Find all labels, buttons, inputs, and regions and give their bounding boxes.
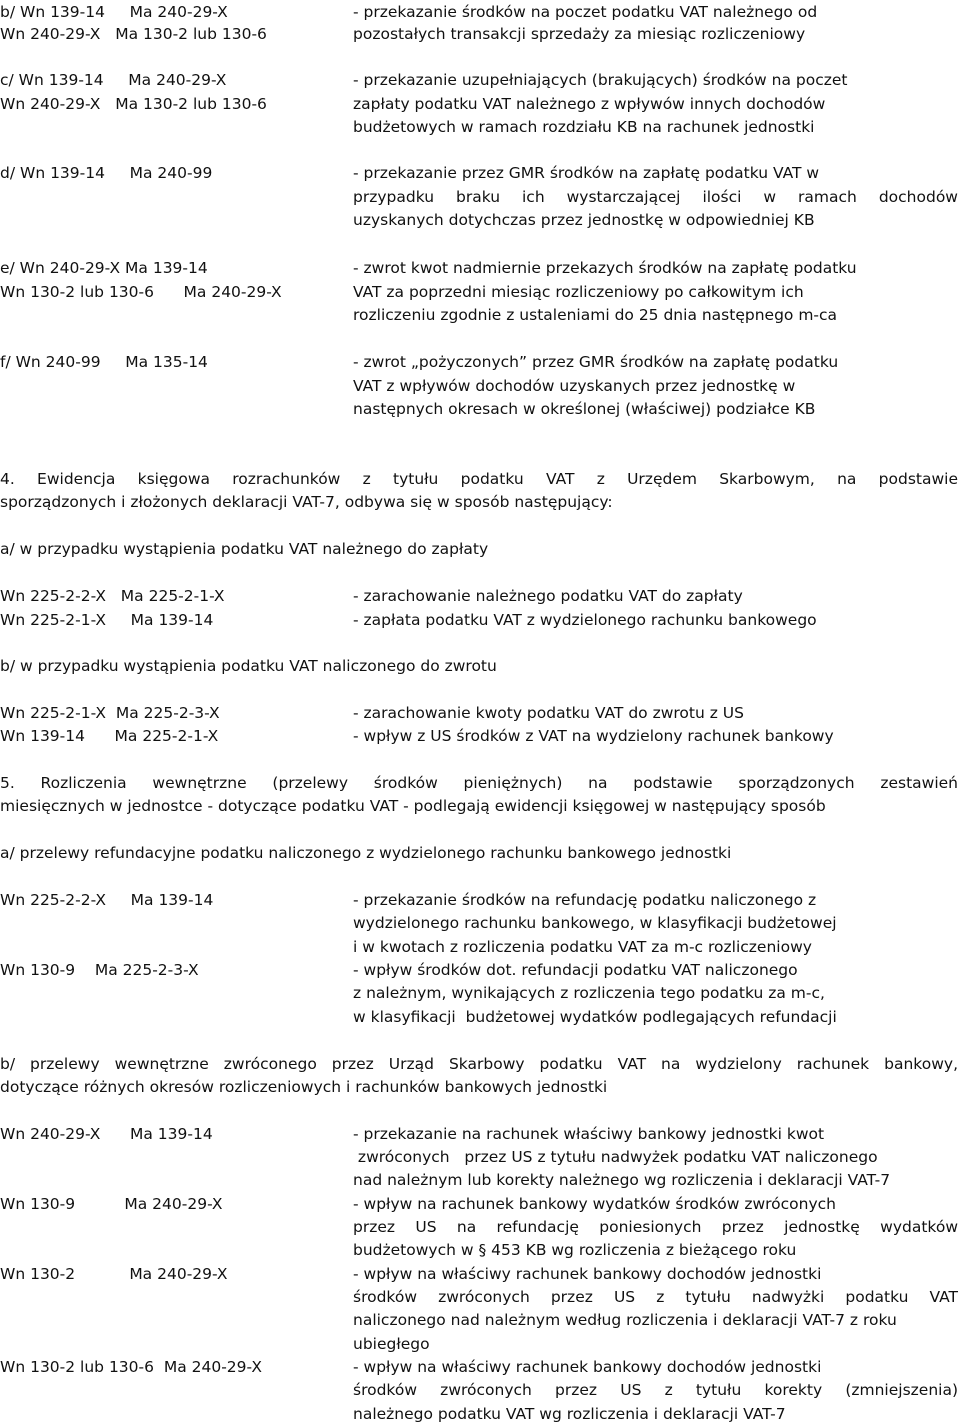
paragraph-4b-accounts-2: Wn 139-14 Ma 225-2-1-X <box>0 727 219 745</box>
paragraph-5b-entry1-desc-2: zwróconych przez US z tytułu nadwyżek podatku VAT naliczonego <box>353 1148 878 1166</box>
paragraph-5b-entry2-desc-1: - wpływ na rachunek bankowy wydatków środków zwróconych <box>353 1195 837 1213</box>
paragraph-4b-accounts-1: Wn 225-2-1-X Ma 225-2-3-X <box>0 704 220 722</box>
entry-e-desc-2: VAT za poprzedni miesiąc rozliczeniowy po całkowitym ich <box>353 283 804 301</box>
entry-f-desc-2: VAT z wpływów dochodów uzyskanych przez jednostkę w <box>353 377 796 395</box>
paragraph-5-line-2: miesięcznych w jednostce - dotyczące podatku VAT - podlegają ewidencji księgowej w następujący sposób <box>0 797 826 815</box>
entry-d-accounts-1: d/ Wn 139-14 Ma 240-99 <box>0 164 213 182</box>
paragraph-4b-heading: b/ w przypadku wystąpienia podatku VAT naliczonego do zwrotu <box>0 657 497 675</box>
paragraph-4b-desc-2: - wpływ z US środków z VAT na wydzielony rachunek bankowy <box>353 727 834 745</box>
paragraph-5a-accounts-1: Wn 225-2-2-X Ma 139-14 <box>0 891 214 909</box>
entry-c-accounts-1: c/ Wn 139-14 Ma 240-29-X <box>0 71 227 89</box>
entry-e-desc-1: - zwrot kwot nadmiernie przekazych środków na zapłatę podatku <box>353 259 857 277</box>
entry-b-desc-2: pozostałych transakcji sprzedaży za miesiąc rozliczeniowy <box>353 25 806 43</box>
entry-c-accounts-2: Wn 240-29-X Ma 130-2 lub 130-6 <box>0 95 267 113</box>
paragraph-5b-entry2-accounts: Wn 130-9 Ma 240-29-X <box>0 1195 223 1213</box>
paragraph-4-line-1: 4. Ewidencja księgowa rozrachunków z tytułu podatku VAT z Urzędem Skarbowym, na podstawie <box>0 470 958 488</box>
paragraph-5a-desc-2: wydzielonego rachunku bankowego, w klasyfikacji budżetowej <box>353 914 837 932</box>
paragraph-4a-heading: a/ w przypadku wystąpienia podatku VAT należnego do zapłaty <box>0 540 489 558</box>
paragraph-5b-entry4-desc-2: środków zwróconych przez US z tytułu korekty (zmniejszenia) <box>353 1381 958 1399</box>
paragraph-4a-desc-2: - zapłata podatku VAT z wydzielonego rachunku bankowego <box>353 611 817 629</box>
paragraph-5a-desc-5: z należnym, wynikających z rozliczenia tego podatku za m-c, <box>353 984 825 1002</box>
paragraph-5b-heading-2: dotyczące różnych okresów rozliczeniowych i rachunków bankowych jednostki <box>0 1078 608 1096</box>
entry-f-desc-1: - zwrot „pożyczonych” przez GMR środków na zapłatę podatku <box>353 353 839 371</box>
paragraph-5a-desc-1: - przekazanie środków na refundację podatku naliczonego z <box>353 891 817 909</box>
paragraph-5b-entry2-desc-3: budżetowych w § 453 KB wg rozliczenia z bieżącego roku <box>353 1241 797 1259</box>
entry-b-accounts-2: Wn 240-29-X Ma 130-2 lub 130-6 <box>0 25 267 43</box>
paragraph-4a-desc-1: - zarachowanie należnego podatku VAT do zapłaty <box>353 587 743 605</box>
entry-f-accounts-1: f/ Wn 240-99 Ma 135-14 <box>0 353 208 371</box>
entry-d-desc-2: przypadku braku ich wystarczającej ilości w ramach dochodów <box>353 188 958 206</box>
paragraph-5-line-1: 5. Rozliczenia wewnętrzne (przelewy środków pieniężnych) na podstawie sporządzonych zestawień <box>0 774 958 792</box>
paragraph-4-line-2: sporządzonych i złożonych deklaracji VAT-7, odbywa się w sposób następujący: <box>0 493 613 511</box>
paragraph-4a-accounts-1: Wn 225-2-2-X Ma 225-2-1-X <box>0 587 225 605</box>
paragraph-5b-entry3-accounts: Wn 130-2 Ma 240-29-X <box>0 1265 228 1283</box>
entry-e-accounts-2: Wn 130-2 lub 130-6 Ma 240-29-X <box>0 283 282 301</box>
entry-e-desc-3: rozliczeniu zgodnie z ustaleniami do 25 dnia następnego m-ca <box>353 306 838 324</box>
paragraph-5b-entry3-desc-1: - wpływ na właściwy rachunek bankowy dochodów jednostki <box>353 1265 822 1283</box>
paragraph-5b-entry1-desc-1: - przekazanie na rachunek właściwy bankowy jednostki kwot <box>353 1125 825 1143</box>
paragraph-5b-entry3-desc-4: ubiegłego <box>353 1335 430 1353</box>
paragraph-5b-entry3-desc-3: naliczonego nad należnym według rozliczenia i deklaracji VAT-7 z roku <box>353 1311 897 1329</box>
paragraph-5a-heading: a/ przelewy refundacyjne podatku naliczonego z wydzielonego rachunku bankowego jednostki <box>0 844 732 862</box>
entry-d-desc-1: - przekazanie przez GMR środków na zapłatę podatku VAT w <box>353 164 820 182</box>
entry-c-desc-1: - przekazanie uzupełniających (brakujących) środków na poczet <box>353 71 848 89</box>
paragraph-5a-desc-3: i w kwotach z rozliczenia podatku VAT za m-c rozliczeniowy <box>353 938 812 956</box>
paragraph-5a-desc-6: w klasyfikacji budżetowej wydatków podlegających refundacji <box>353 1008 837 1026</box>
entry-d-desc-3: uzyskanych dotychczas przez jednostkę w odpowiedniej KB <box>353 211 815 229</box>
entry-c-desc-2: zapłaty podatku VAT należnego z wpływów innych dochodów <box>353 95 826 113</box>
paragraph-5b-heading-1: b/ przelewy wewnętrzne zwróconego przez Urząd Skarbowy podatku VAT na wydzielony rachunek bankowy, <box>0 1055 958 1073</box>
entry-b-accounts-1: b/ Wn 139-14 Ma 240-29-X <box>0 3 228 21</box>
paragraph-4b-desc-1: - zarachowanie kwoty podatku VAT do zwrotu z US <box>353 704 744 722</box>
paragraph-5b-entry4-desc-3: należnego podatku VAT wg rozliczenia i deklaracji VAT-7 <box>353 1405 786 1423</box>
paragraph-5a-accounts-2: Wn 130-9 Ma 225-2-3-X <box>0 961 199 979</box>
paragraph-5b-entry4-desc-1: - wpływ na właściwy rachunek bankowy dochodów jednostki <box>353 1358 822 1376</box>
paragraph-5b-entry4-accounts: Wn 130-2 lub 130-6 Ma 240-29-X <box>0 1358 262 1376</box>
entry-e-accounts-1: e/ Wn 240-29-X Ma 139-14 <box>0 259 208 277</box>
entry-b-desc-1: - przekazanie środków na poczet podatku VAT należnego od <box>353 3 818 21</box>
paragraph-5b-entry1-accounts: Wn 240-29-X Ma 139-14 <box>0 1125 213 1143</box>
entry-f-desc-3: następnych okresach w określonej (właściwej) podziałce KB <box>353 400 816 418</box>
paragraph-5a-desc-4: - wpływ środków dot. refundacji podatku VAT naliczonego <box>353 961 798 979</box>
paragraph-4a-accounts-2: Wn 225-2-1-X Ma 139-14 <box>0 611 214 629</box>
paragraph-5b-entry1-desc-3: nad należnym lub korekty należnego wg rozliczenia i deklaracji VAT-7 <box>353 1171 891 1189</box>
paragraph-5b-entry3-desc-2: środków zwróconych przez US z tytułu nadwyżki podatku VAT <box>353 1288 958 1306</box>
paragraph-5b-entry2-desc-2: przez US na refundację poniesionych przez jednostkę wydatków <box>353 1218 958 1236</box>
entry-c-desc-3: budżetowych w ramach rozdziału KB na rachunek jednostki <box>353 118 815 136</box>
